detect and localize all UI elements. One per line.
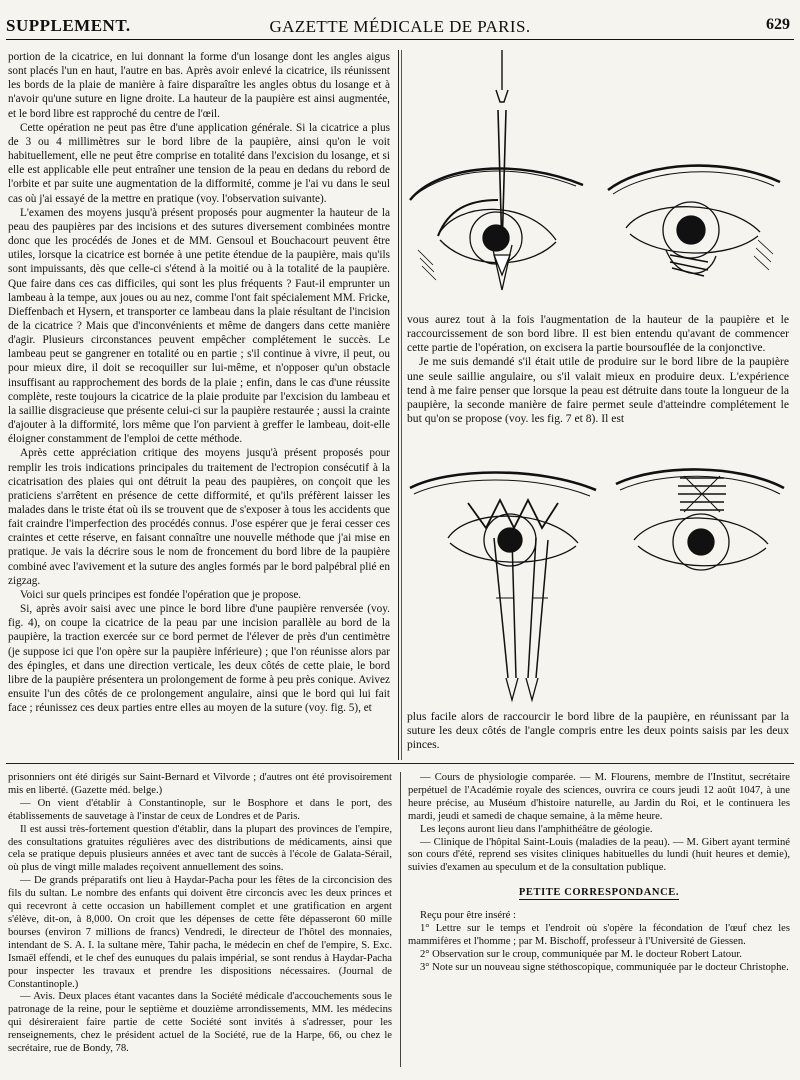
lower-column-divider xyxy=(400,772,401,1067)
correspondence-item: 3° Note sur un nouveau signe stéthoscopique, communiquée par le docteur Christophe. xyxy=(420,961,789,973)
column-divider xyxy=(398,50,399,760)
article-right-column xyxy=(407,313,789,426)
article-paragraph: vous aurez tout à la fois l'augmentation de la hauteur de la paupière et le raccourcissement de son bord libre. Il est bien entendu qu'avant de commencer cette partie de l'opération, on excisera la partie boursouflée de la conjonctive. xyxy=(407,313,789,355)
article-right-column-continued xyxy=(407,710,789,752)
article-paragraph: Si, après avoir saisi avec une pince le bord libre d'une paupière renversée (voy. fig. 4), on coupe la cicatrice de la peau par une incision parallèle au bord de la paupière, la traction exercée sur ce bord permet de l'élever de près d'un centimètre (je suppose ici que l'on opère sur la paupière inférieure) ; que l'on réunisse alors par des épingles, et dans une direction verticale, les deux côtés de cette plaie, le bord libre de la paupière présentera un prolongement de forme à peu près conique. Avivez ensuite l'un des côtés de ce prolongement angulaire, ainsi que le bord qui lui fait face ; réunissez ces deux parties entre elles au moyen de la suture (voy. fig. 5), et xyxy=(8,603,390,715)
article-paragraph: Je me suis demandé s'il était utile de produire sur le bord libre de la paupière une seule saillie angulaire, ou s'il valait mieux en produire deux. L'expérience tend à me faire penser que lorsque la peau est détruite dans toute la longueur de la paupière, la seconde manière de faire permet seule d'atteindre complétement le but qu'on se propose (voy. les fig. 7 et 8). Il est xyxy=(407,355,789,426)
article-paragraph: Voici sur quels principes est fondée l'opération que je propose. xyxy=(20,588,302,601)
article-left-column xyxy=(8,50,390,760)
supplement-label: SUPPLEMENT. xyxy=(6,16,131,35)
news-item: prisonniers ont été dirigés sur Saint-Bernard et Vilvorde ; d'autres ont été provisoirement mis en liberté. (Gazette méd. belge.) xyxy=(8,772,392,796)
journal-title: GAZETTE MÉDICALE DE PARIS. xyxy=(269,17,531,36)
column-divider-double xyxy=(401,50,402,760)
eyelid-surgery-illustration xyxy=(408,50,788,310)
surgical-figure-bottom xyxy=(408,448,788,703)
article-paragraph: plus facile alors de raccourcir le bord libre de la paupière, en réunissant par la suture les deux côtés de l'angle compris entre les deux points saisis par les deux pinces. xyxy=(407,710,789,752)
correspondence-item: 2° Observation sur le croup, communiquée par M. le docteur Robert Latour. xyxy=(420,948,742,960)
news-item: Il est aussi très-fortement question d'établir, dans la plupart des provinces de l'empire, des consultations gratuites régulières avec des distributions de médicaments, ainsi que cela se pratique depuis plusieurs années et avec tant de succès à l'école de Galata-Sérail, où plus de vingt mille malades reçoivent annuellement des soins. xyxy=(8,823,392,874)
correspondence-intro: Reçu pour être inséré : xyxy=(420,910,516,922)
page-number: 629 xyxy=(766,16,790,33)
correspondence-title: PETITE CORRESPONDANCE. xyxy=(518,887,680,899)
section-divider xyxy=(6,763,794,764)
surgical-figure-top xyxy=(408,50,788,310)
news-left-column xyxy=(8,772,392,1067)
news-item: Les leçons auront lieu dans l'amphithéâtre de géologie. xyxy=(420,823,653,835)
article-paragraph: Cette opération ne peut pas être d'une application générale. Si la cicatrice a plus de 3 ou 4 millimètres sur le bord libre de la paupière, ainsi qu'on le voit habituellement, elle ne peut être comprise en totalité dans l'excision du losange, et si elle est applicable elle peut entraîner une tension de la peau en dedans du rebord de l'orbite et par suite une augmentation de la difformité, comme je l'ai vu dans le seul cas où j'ai essayé de la mettre en pratique (voy. l'observation suivante). xyxy=(8,121,390,205)
news-item: — Cours de physiologie comparée. — M. Flourens, membre de l'Institut, secrétaire perpétuel de l'Académie royale des sciences, ouvrira ce cours jeudi 12 août 1047, à une heure précise, au Muséum d'histoire naturelle, au Jardin du Roi, et le continuera les mardi, jeudi et samedi de chaque semaine, à la même heure. xyxy=(408,772,790,822)
article-paragraph: Après cette appréciation critique des moyens jusqu'à présent proposés pour remplir les trois indications principales du traitement de l'ectropion consécutif à la cicatrisation des plaies qui ont détruit la peau des paupières, on conçoit que les praticiens s'arrêtent en présence de cette difformité, et qu'ils préfèrent laisser les malades dans le triste état où ils se trouvent que de s'exposer à tous les accidents que fait craindre l'imperfection des procédés connus. J'ose espérer que je ferai cesser ces craintes et cette réserve, en faisant connaître une nouvelle méthode que j'ai mise en pratique. Je vais la décrire sous le nom de froncement du bord libre de la paupière combiné avec l'avivement et la suture des angles formés par le bord palpébral plié en zigzag. xyxy=(8,447,390,587)
article-paragraph: L'examen des moyens jusqu'à présent proposés pour augmenter la hauteur de la peau des paupières par des incisions et des sutures diversement combinées montre donc que les procédés de Jones et de MM. Gensoul et Bouchacourt peuvent être utiles, lorsque la cicatrice est bornée à une petite étendue de la paupière, mais qu'ils sont impuissants, dès que celle-ci s'étend à la moitié ou à la totalité de la paupière. Que faire dans ces cas difficiles, qui sont les plus fréquents ? Faut-il emprunter un lambeau à la tempe, aux joues ou au nez, comme l'ont fait spécialement MM. Fricke, Dieffenbach et Hysern, et transporter ce lambeau dans la plaie résultant de l'incision de la cicatrice ? Mais que d'inconvénients et même de dangers dans cette manière d'agir. Plusieurs circonstances peuvent empêcher complétement le succès. Le lambeau peut se gangrener en totalité ou en partie ; s'il continue à vivre, il peut, ou pour mieux dire, il doit se recoquiller sur lui-même, et n'opposer qu'un obstacle insuffisant au rapprochement des bords de la plaie ; enfin, dans le cas d'une réussite complète, reste toujours la cicatrice de la plaie produite par l'excision du lambeau et la saillie disgracieuse que présente celui-ci sur la paupière restaurée ; aussi la crainte d'ajouter à la difformité, lors même que l'on parvient à greffer le lambeau, doit-elle éloigner constamment de l'emploi de cette méthode. xyxy=(8,206,390,446)
news-item: — Avis. Deux places étant vacantes dans la Société médicale d'accouchements sous le patronage de la reine, pour le septième et douzième arrondissements, MM. les médecins qui désireraient faire partie de cette Société sont invités à s'adresser, pour les renseignements, chez le président actuel de la Société, rue de la Harpe, 66, ou chez le secrétaire, rue de Bondy, 78. xyxy=(8,991,392,1055)
eyelid-zigzag-illustration xyxy=(408,448,788,703)
news-item: — Clinique de l'hôpital Saint-Louis (maladies de la peau). — M. Gibert ayant terminé son cours d'été, reprend ses visites cliniques habituelles du lundi (huit heures et demie), suivies d'examen au speculum et de la consultation publique. xyxy=(408,836,790,874)
news-item: — De grands préparatifs ont lieu à Haydar-Pacha pour les fêtes de la circoncision des fils du sultan. Le nombre des enfants qui doivent être circoncis avec les deux princes et qui recevront à cette occasion un habillement complet et une gratification en argent s'élève, dit-on, à 8,000. On croit que les dépenses de cette fête dépasseront 60 mille bourses (environ 7 millions de francs) Vendredi, le directeur de l'hôtel des monnaies, intendant de S. A. I. la sultane mère, Tahir pacha, le médecin en chef de l'empire, S. Exc. Ismaël effendi, et le chef des eunuques du palais impérial, se sont rendus à Haydar-Pacha pour inspecter les travaux et prendre les dispositions nécessaires. (Journal de Constantinople.) xyxy=(8,875,392,990)
news-right-column xyxy=(408,772,790,1067)
page-header xyxy=(6,14,794,40)
article-paragraph: portion de la cicatrice, en lui donnant la forme d'un losange dont les angles aigus sont placés l'un en haut, l'autre en bas. Après avoir enlevé la cicatrice, ils réunissent les bords de la plaie de manière à faire disparaître les angles obtus du losange et à n'avoir qu'une suture en ligne droite. La hauteur de la paupière est ainsi augmentée, et le bord libre est rapproché du centre de l'œil. xyxy=(8,51,390,120)
correspondence-item: 1° Lettre sur le temps et l'endroit où s'opère la fécondation de l'œuf chez les mammifères et l'homme ; par M. Bischoff, professeur à l'Université de Giessen. xyxy=(408,923,790,947)
news-item: — On vient d'établir à Constantinople, sur le Bosphore et dans le port, des établissements de sauvetage à l'instar de ceux de Londres et de Paris. xyxy=(8,797,392,822)
